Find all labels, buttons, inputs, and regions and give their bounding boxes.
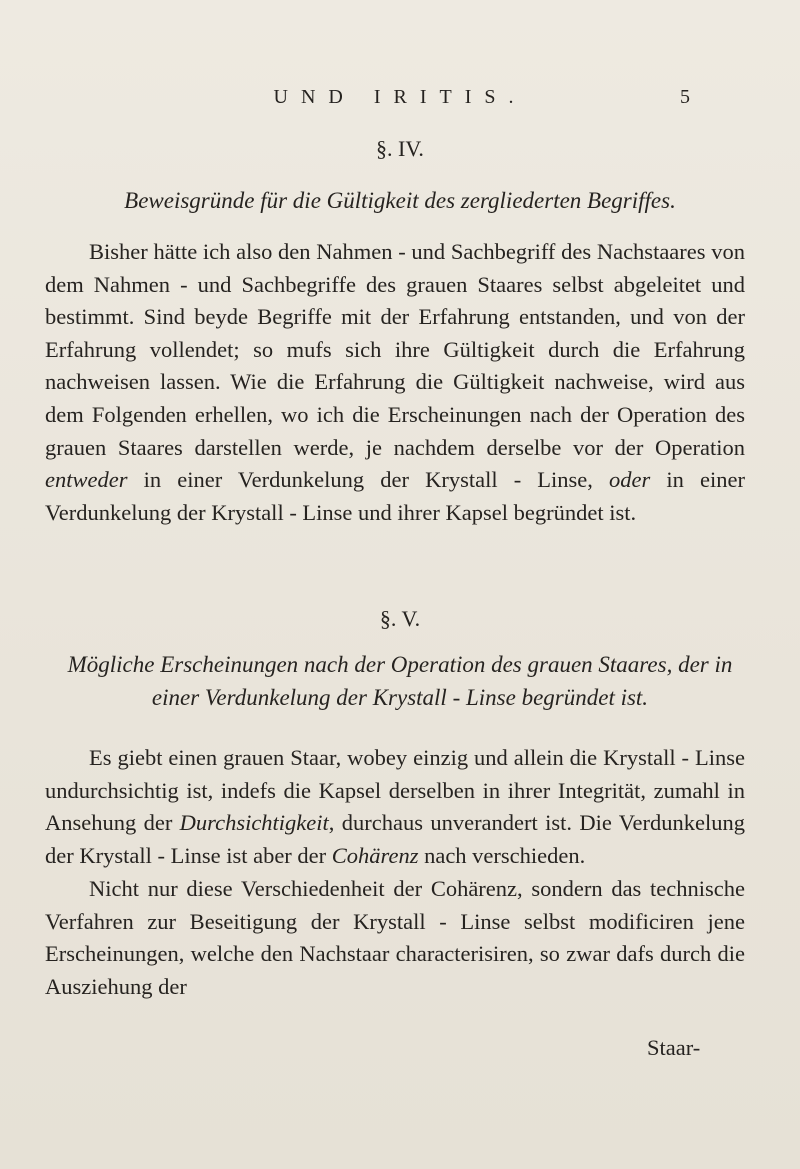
paragraph-2 [45, 742, 745, 872]
paragraph-2-emphasis-2: Cohärenz [331, 842, 419, 868]
section-4-heading: §. IV. [376, 136, 424, 161]
paragraph-2-text: Es giebt einen grauen Staar, wobey einzig und allein die Krystall - Linse undurchsichtig ist, indefs die Kapsel derselben in ihrer Integrität, zumahl in Ansehung der [45, 745, 745, 836]
paragraph-1-text-3: in einer Verdunkelung der Krystall - Linse und ihrer Kapsel begründet ist. [45, 467, 746, 525]
catchword: Staar- [647, 1035, 701, 1060]
section-5-title: Mögliche Erscheinungen nach der Operation des grauen Staares, der in einer Verdunkelung der Krystall - Linse begründet ist. [67, 652, 733, 710]
paragraph-2-text-3: nach verschieden. [418, 842, 586, 868]
paragraph-1-text-2: in einer Verdunkelung der Krystall - Linse, [127, 467, 610, 493]
paragraph-3 [45, 873, 745, 1003]
section-4-title: Beweisgründe für die Gültigkeit des zergliederten Begriffes. [124, 188, 676, 213]
paragraph-2-text-2: , durchaus unverandert ist. Die Verdunkelung der Krystall - Linse ist aber der [45, 810, 745, 868]
section-5-heading: §. V. [379, 606, 421, 631]
paragraph-2-emphasis-1: Durchsichtigkeit [179, 810, 329, 836]
paragraph-1-emphasis-1: entweder [45, 467, 128, 493]
paragraph-1 [45, 236, 745, 529]
paragraph-1-emphasis-2: oder [609, 467, 651, 493]
running-title: UND IRITIS. [273, 86, 527, 108]
paragraph-3-text: Nicht nur diese Verschiedenheit der Cohärenz, sondern das technische Verfahren zur Beseitigung der Krystall - Linse selbst modificiren jene Erscheinungen, welche den Nachstaar characterisiren, so zwar dafs durch die Ausziehung der [45, 876, 745, 999]
page-number: 5 [680, 86, 690, 108]
paragraph-1-text: Bisher hätte ich also den Nahmen - und Sachbegriff des Nachstaares von dem Nahmen - und Sachbegriffe des grauen Staares selbst abgeleitet und bestimmt. Sind beyde Begriffe mit der Erfahrung entstanden, und von der Erfahrung vollendet; so mufs sich ihre Gültigkeit durch die Erfahrung nachweisen lassen. Wie die Erfahrung die Gültigkeit nachweise, wird aus dem Folgenden erhellen, wo ich die Erscheinungen nach der Operation des grauen Staares darstellen werde, je nachdem derselbe vor der Operation [45, 239, 745, 460]
